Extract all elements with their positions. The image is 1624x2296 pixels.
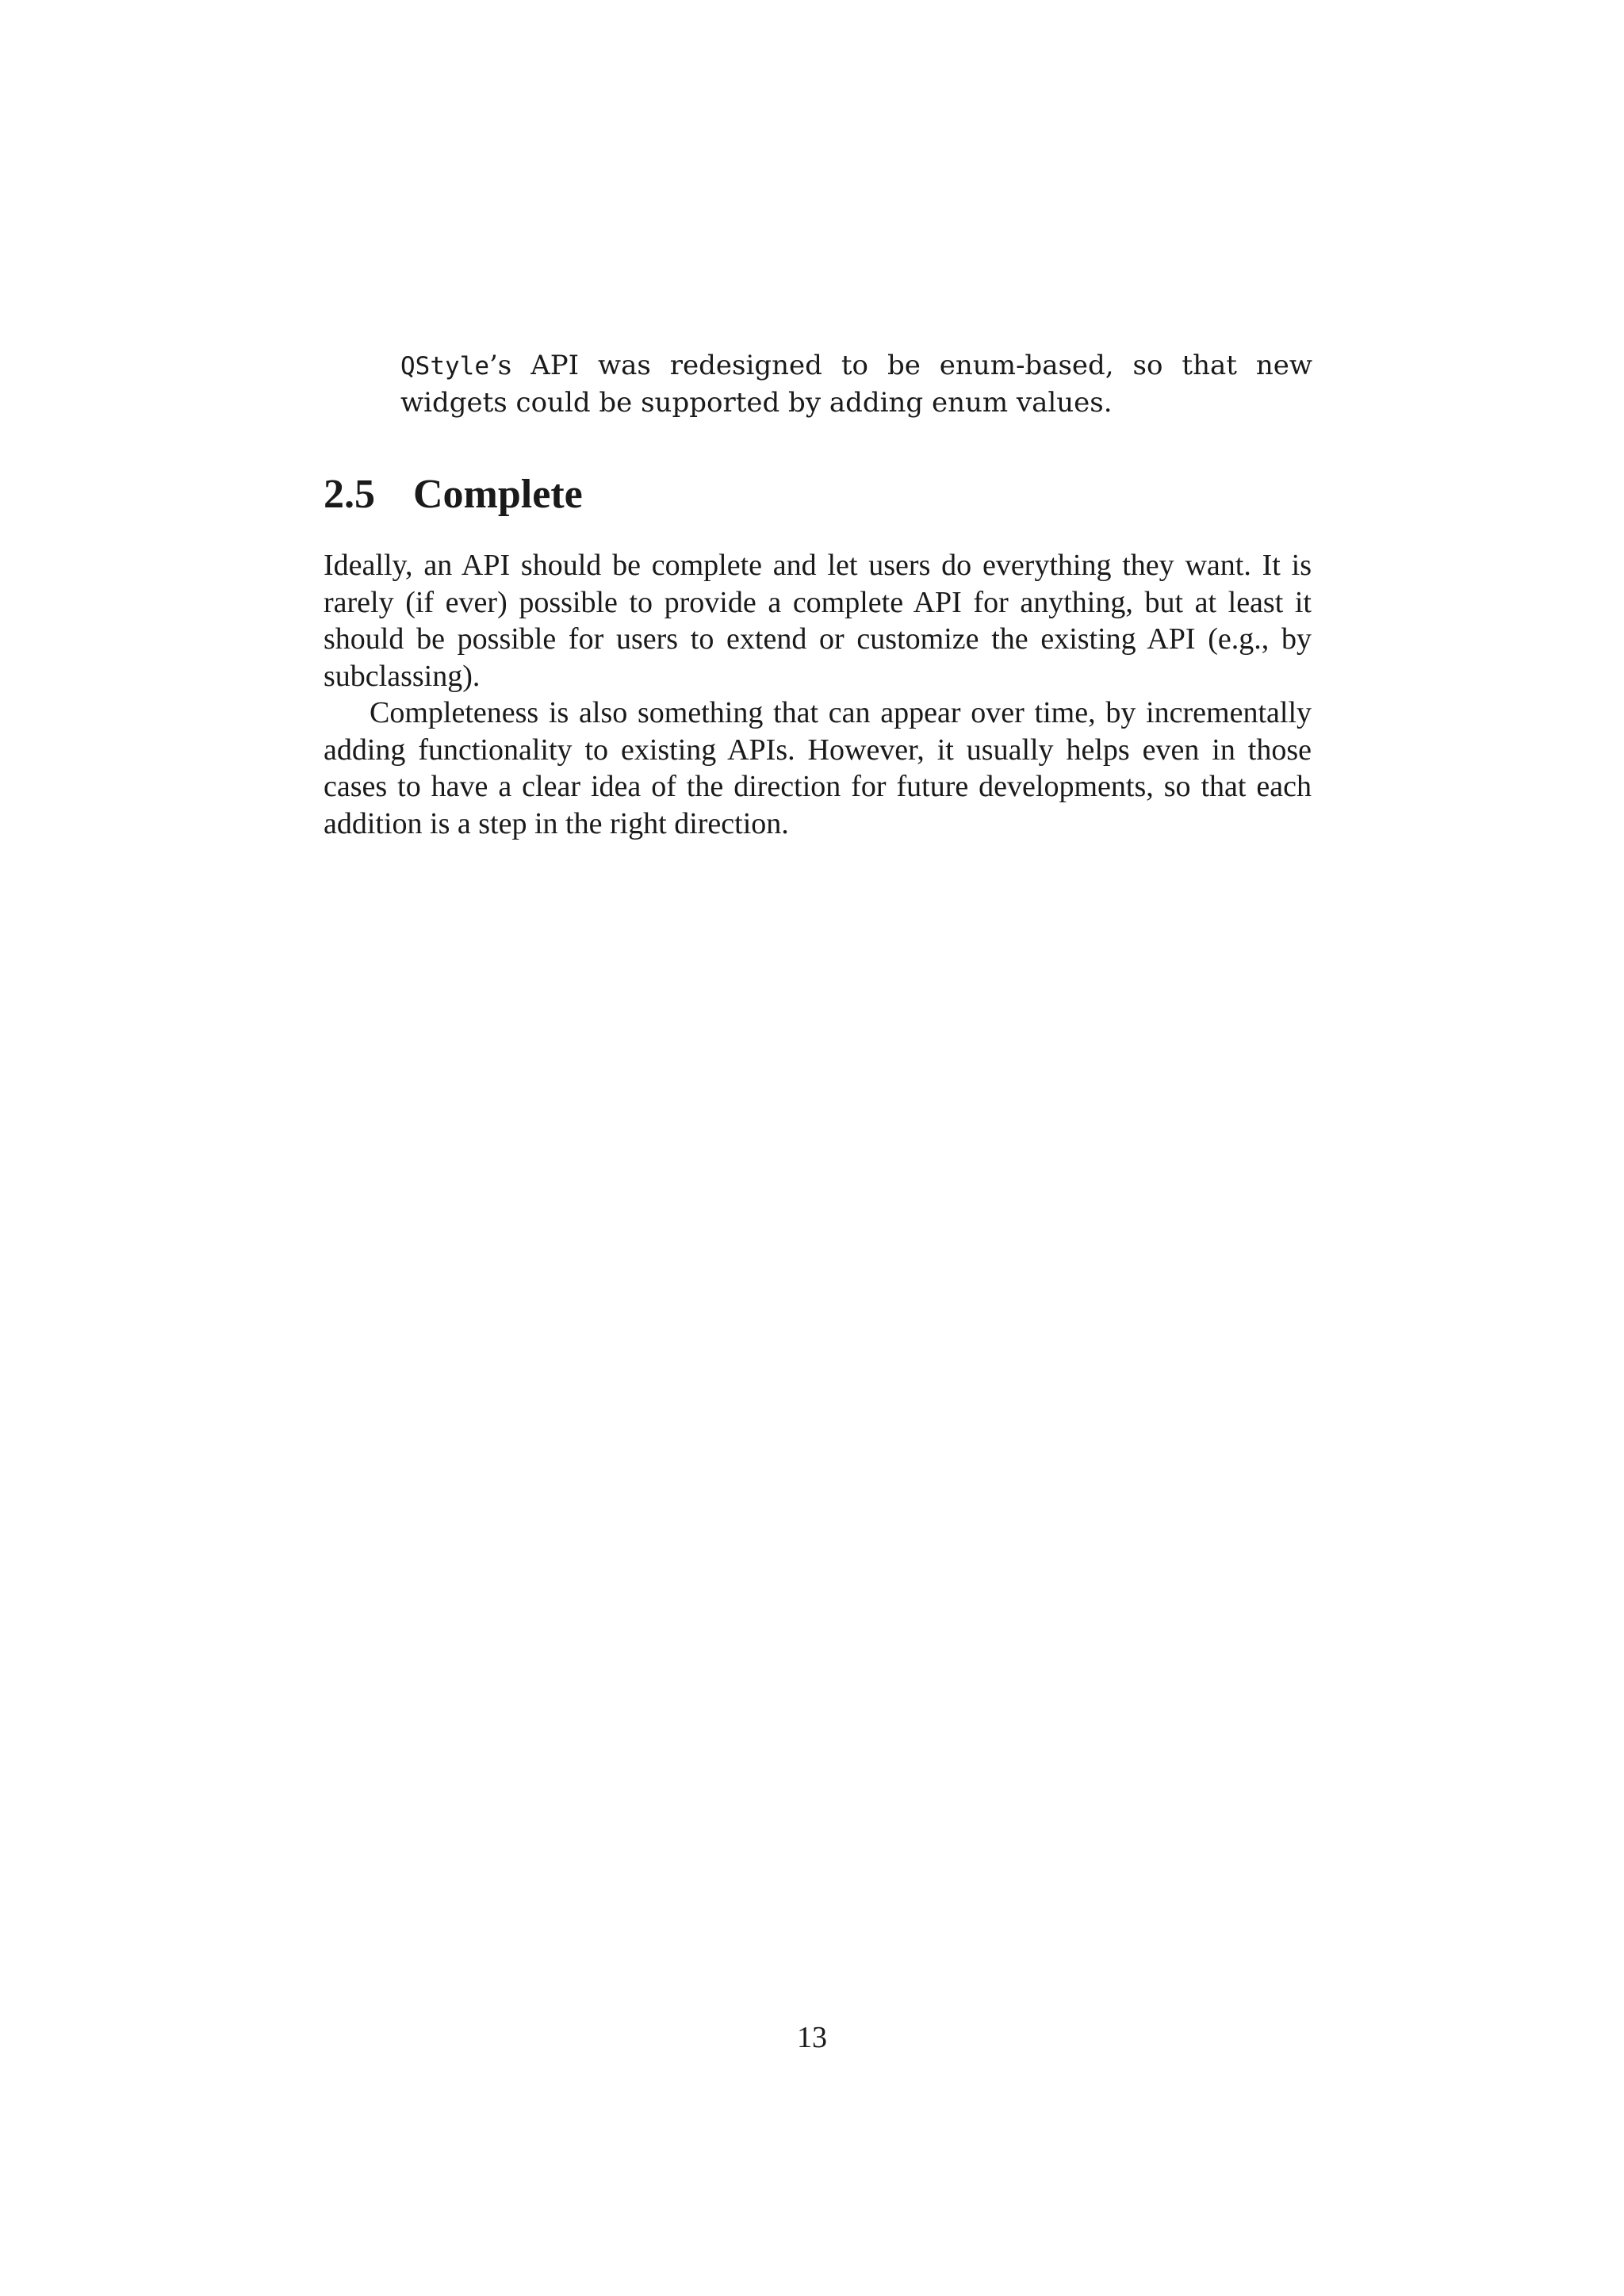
note-text: ’s API was redesigned to be enum-based, so that new widgets could be supported by adding enum values.: [400, 350, 1312, 419]
paragraph: Ideally, an API should be complete and let users do everything they want. It is rarely (if ever) possible to provide a complete API for anything, but at least it should be possible for users to extend or customize the existing API (e.g., by subclassing).: [324, 549, 1312, 693]
paragraph: Completeness is also something that can appear over time, by incrementally adding functionality to existing APIs. However, it usually helps even in those cases to have a clear idea of the direction for future developments, so that each addition is a step in the right direction.: [324, 696, 1312, 840]
section-title: Complete: [413, 472, 583, 517]
section-body: [324, 547, 1312, 842]
indented-note: [400, 347, 1312, 421]
code-term: QStyle: [400, 352, 489, 381]
section-heading: [324, 469, 583, 520]
page-number: 13: [797, 2021, 827, 2054]
section-number: 2.5: [324, 472, 375, 517]
